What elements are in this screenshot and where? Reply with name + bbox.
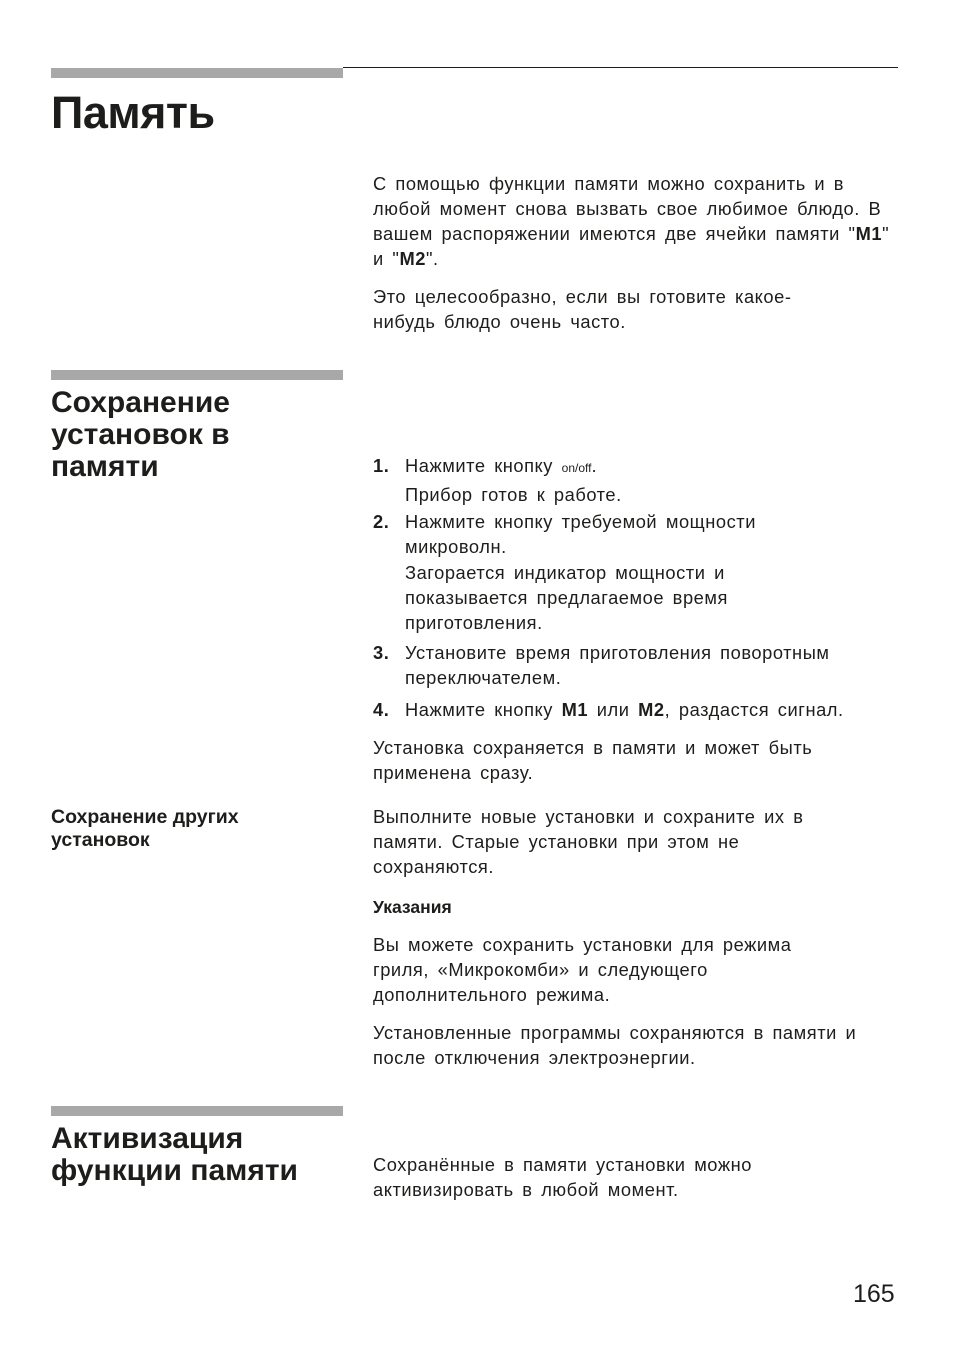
notes-title: Указания [373,897,452,917]
note-2: Установленные программы сохраняются в памяти и после отключения электроэнергии. [373,1022,857,1068]
step-number: 1. [373,455,390,476]
step-body [405,453,903,507]
step-result: Прибор готов к работе. [405,484,622,505]
step-number: 2. [373,511,390,532]
on-off-button-label: on/off [561,461,592,475]
step-text-end: , раздастся сигнал. [664,699,844,720]
step-body: Установите время приготовления поворотным переключателем. [405,642,830,688]
title-rule-line [343,67,898,68]
step-3 [373,640,903,690]
step-result: Загорается индикатор мощности и показывается предлагаемое время приготовления. [405,562,728,633]
section-save-heading: Сохранение установок в памяти [51,386,230,483]
step-number: 3. [373,642,390,663]
section-activate-text: Сохранённые в памяти установки можно активизировать в любой момент. [373,1154,752,1200]
intro-end: ". [425,248,439,269]
section-other-text: Выполните новые установки и сохраните их в памяти. Старые установки при этом не сохраняются. [373,806,804,877]
save-result-text: Установка сохраняется в памяти и может быть применена сразу. [373,737,813,783]
step-4 [373,697,903,722]
page-title: Память [51,87,215,138]
section-activate-heading: Активизация функции памяти [51,1122,298,1187]
m1-label: M1 [855,223,883,244]
m1-button-label: M1 [561,699,589,720]
step-text: Нажмите кнопку [405,455,562,476]
step-body [405,509,825,635]
step-text-mid: или [588,699,639,720]
step-text: Нажмите кнопку [405,699,562,720]
step-number: 4. [373,699,390,720]
intro-paragraph-2: Это целесообразно, если вы готовите какое-нибудь блюдо очень часто. [373,286,792,332]
page-number: 165 [853,1280,895,1308]
step-1 [373,453,903,507]
step-2 [373,509,903,635]
section-save-bar [51,370,343,380]
intro-text: С помощью функции памяти можно сохранить и в любой момент снова вызвать свое любимое блюдо. В вашем распоряжении имеются две ячейки памяти " [373,173,882,244]
step-text: Нажмите кнопку требуемой мощности микроволн. [405,511,756,557]
section-other-heading: Сохранение других установок [51,806,239,851]
step-body [405,697,903,722]
m2-button-label: M2 [638,699,665,720]
title-rule-bar [51,68,343,78]
intro-mid: " и " [373,223,890,269]
step-text-end: . [591,455,598,476]
m2-label: M2 [399,248,426,269]
section-activate-bar [51,1106,343,1116]
note-1: Вы можете сохранить установки для режима гриля, «Микрокомби» и следующего дополнительного режима. [373,934,792,1005]
intro-paragraph-1 [373,171,898,271]
